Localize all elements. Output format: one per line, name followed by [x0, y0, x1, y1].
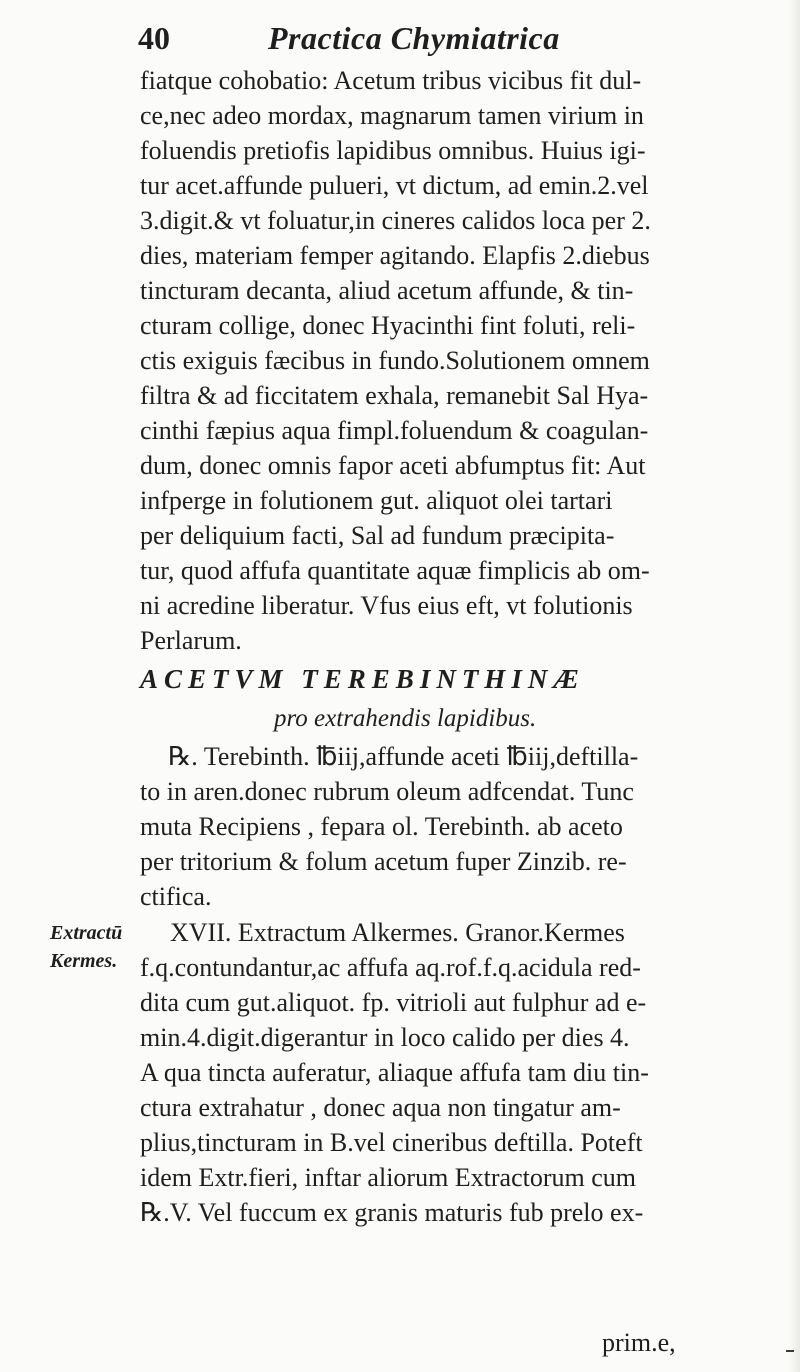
- text-line: muta Recipiens , fepara ol. Terebinth. ab aceto: [140, 812, 623, 841]
- text-line: tincturam decanta, aliud acetum affunde, & tin-: [140, 276, 634, 305]
- page-number: 40: [138, 20, 170, 56]
- text-line: tur, quod affufa quantitate aquæ fimplicis ab om-: [140, 556, 650, 585]
- text-line: Perlarum.: [140, 626, 242, 655]
- text-line: infperge in folutionem gut. aliquot olei tartari: [140, 486, 613, 515]
- text-line: ℞. Terebinth. ℔iij,affunde aceti ℔iij,deftilla-: [168, 742, 639, 771]
- text-line: dum, donec omnis fapor aceti abfumptus fit: Aut: [140, 451, 646, 480]
- text-line: XVII. Extractum Alkermes. Granor.Kermes: [170, 918, 625, 947]
- text-line: ℞.V. Vel fuccum ex granis maturis fub prelo ex-: [140, 1198, 644, 1227]
- text-line: per tritorium & folum acetum fuper Zinzib. re-: [140, 847, 627, 876]
- text-line: idem Extr.fieri, inftar aliorum Extractorum cum: [140, 1163, 637, 1192]
- text-line: ni acredine liberatur. Vfus eius eft, vt folutionis: [140, 591, 633, 620]
- text-line: dies, materiam femper agitando. Elapfis 2.diebus: [140, 241, 650, 270]
- text-line: to in aren.donec rubrum oleum adfcendat. Tunc: [140, 777, 634, 806]
- text-line: A qua tincta auferatur, aliaque affufa tam diu tin-: [140, 1058, 649, 1087]
- text-line: ce,nec adeo mordax, magnarum tamen virium in: [140, 101, 644, 130]
- page-edge-shadow: [788, 0, 800, 1372]
- text-line: 3.digit.& vt foluatur,in cineres calidos loca per 2.: [140, 206, 651, 235]
- text-line: min.4.digit.digerantur in loco calido per dies 4.: [140, 1023, 630, 1052]
- page-corner-mark: [786, 1350, 794, 1352]
- section-subheading: pro extrahendis lapidibus.: [274, 705, 537, 732]
- text-line: fiatque cohobatio: Acetum tribus vicibus fit dul-: [140, 66, 642, 95]
- text-line: filtra & ad ficcitatem exhala, remanebit Sal Hya-: [140, 381, 649, 410]
- text-line: plius,tincturam in B.vel cineribus deftilla. Poteft: [140, 1128, 643, 1157]
- text-line: tur acet.affunde pulueri, vt dictum, ad emin.2.vel: [140, 171, 649, 200]
- margin-note-line1: Extractū: [50, 922, 123, 944]
- margin-note-line2: Kermes.: [50, 950, 118, 972]
- page-header: [120, 14, 680, 64]
- text-line: ctura extrahatur , donec aqua non tingatur am-: [140, 1093, 621, 1122]
- text-line: per deliquium facti, Sal ad fundum præcipita-: [140, 521, 615, 550]
- text-line: dita cum gut.aliquot. fp. vitrioli aut fulphur ad e-: [140, 988, 647, 1017]
- text-line: ctifica.: [140, 882, 212, 911]
- text-line: cturam collige, donec Hyacinthi fint foluti, reli-: [140, 311, 636, 340]
- running-title: Practica Chymiatrica: [268, 20, 560, 56]
- section-heading: ACETVM TEREBINTHINÆ: [140, 664, 585, 694]
- text-line: foluendis pretiofis lapidibus omnibus. Huius igi-: [140, 136, 646, 165]
- catchword: prim.e,: [602, 1328, 676, 1357]
- text-line: cinthi fæpius aqua fimpl.foluendum & coagulan-: [140, 416, 649, 445]
- text-line: f.q.contundantur,ac affufa aq.rof.f.q.acidula red-: [140, 953, 641, 982]
- text-line: ctis exiguis fæcibus in fundo.Solutionem omnem: [140, 346, 650, 375]
